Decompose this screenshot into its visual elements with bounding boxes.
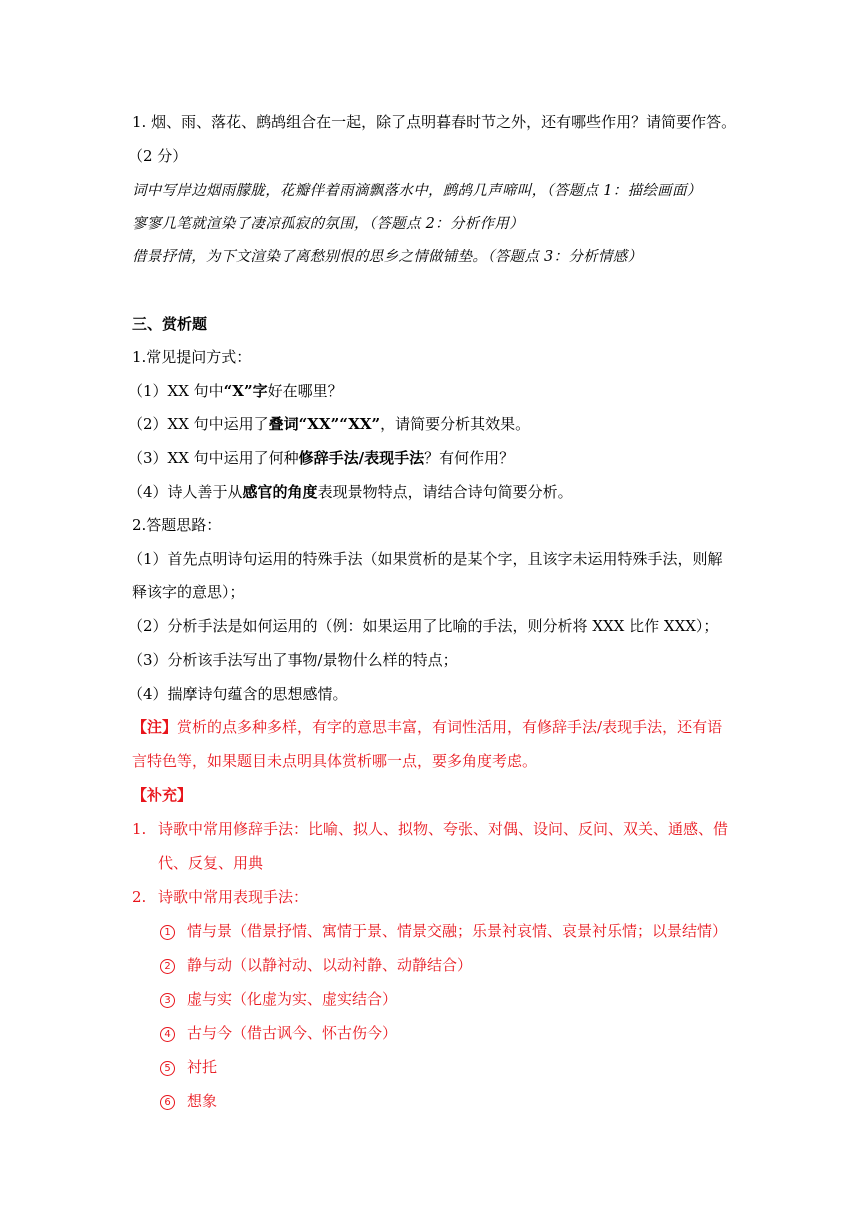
supplement-tag: 【补充】: [132, 786, 193, 804]
idea-item-1: （1）首先点明诗句运用的特殊手法（如果赏析的是某个字，且该字未运用特殊手法，则解: [128, 550, 723, 568]
supplement-item-2: 2. 诗歌中常用表现手法：: [132, 888, 309, 906]
circled-number-icon: 2: [160, 959, 175, 974]
supplement-item-1: 1. 诗歌中常用修辞手法：比喻、拟人、拟物、夸张、对偶、设问、反问、双关、通感、借: [132, 820, 729, 838]
section-title: 三、赏析题: [132, 315, 208, 333]
ask-heading: 1.常见提问方式：: [132, 348, 252, 366]
note-line-2: 言特色等，如果题目未点明具体赏析哪一点，要多角度考虑。: [132, 752, 538, 770]
note-tag: 【注】: [132, 718, 178, 736]
method-item: 4 古与今（借古讽今、怀古伤今）: [160, 1023, 397, 1043]
idea-item-3: （3）分析该手法写出了事物/景物什么样的特点；: [128, 651, 458, 669]
method-item: 1 情与景（借景抒情、寓情于景、情景交融；乐景衬哀情、哀景衬乐情；以景结情）: [160, 921, 727, 941]
method-item: 5 衬托: [160, 1057, 217, 1077]
idea-item-1-cont: 释该字的意思）；: [132, 583, 245, 601]
ask-item-2: （2）XX 句中运用了叠词“XX”“XX”，请简要分析其效果。: [128, 415, 531, 433]
circled-number-icon: 5: [160, 1061, 175, 1076]
question-1: 1. 烟、雨、落花、鹧鸪组合在一起，除了点明暮春时节之外，还有哪些作用？请简要作答。: [132, 113, 737, 131]
idea-item-4: （4）揣摩诗句蕴含的思想感情。: [128, 685, 348, 703]
circled-number-icon: 4: [160, 1027, 175, 1042]
ask-item-1: （1）XX 句中“X”字好在哪里？: [128, 382, 343, 400]
idea-heading: 2.答题思路：: [132, 516, 222, 534]
ask-item-4: （4）诗人善于从感官的角度表现景物特点，请结合诗句简要分析。: [128, 483, 573, 501]
circled-number-icon: 1: [160, 925, 175, 940]
method-item: 6 想象: [160, 1091, 217, 1111]
circled-number-icon: 6: [160, 1095, 175, 1110]
ask-item-3: （3）XX 句中运用了何种修辞手法/表现手法？有何作用？: [128, 449, 515, 467]
answer-line-2: 寥寥几笔就渲染了凄凉孤寂的氛围，（答题点 2：分析作用）: [132, 216, 524, 232]
method-item: 3 虚与实（化虚为实、虚实结合）: [160, 989, 397, 1009]
method-item: 2 静与动（以静衬动、以动衬静、动静结合）: [160, 955, 472, 975]
answer-line-1: 词中写岸边烟雨朦胧，花瓣伴着雨滴飘落水中，鹧鸪几声啼叫，（答题点 1：描绘画面）: [132, 183, 702, 199]
question-1-score: （2 分）: [128, 147, 188, 165]
supplement-item-1-cont: 代、反复、用典: [158, 854, 264, 872]
note-line-1: 【注】赏析的点多种多样，有字的意思丰富，有词性活用，有修辞手法/表现手法，还有语: [132, 718, 723, 736]
circled-number-icon: 3: [160, 993, 175, 1008]
idea-item-2: （2）分析手法是如何运用的（例：如果运用了比喻的手法，则分析将 XXX 比作 XXX）；: [128, 617, 719, 635]
answer-line-3: 借景抒情，为下文渲染了离愁别恨的思乡之情做铺垫。（答题点 3：分析情感）: [132, 249, 643, 265]
